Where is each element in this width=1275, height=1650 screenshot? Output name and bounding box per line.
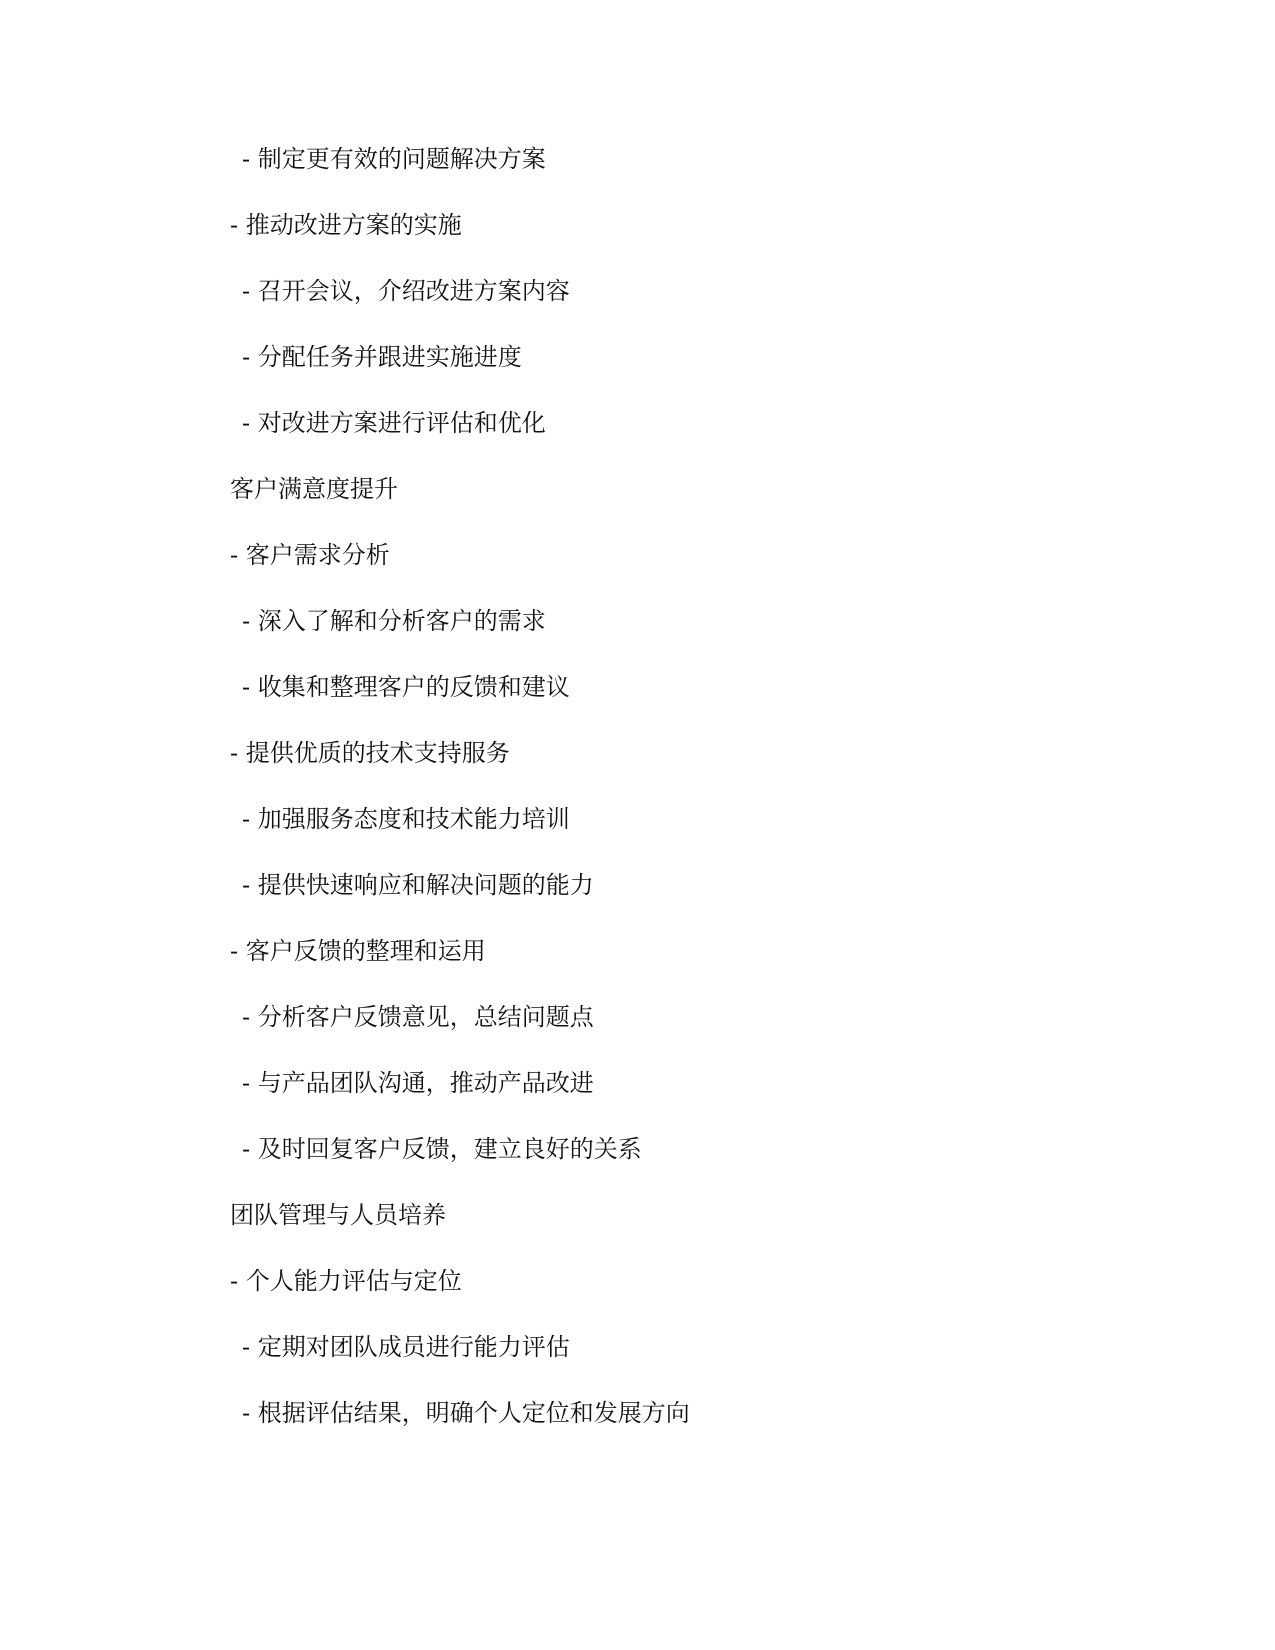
sub-list-item: - 加强服务态度和技术能力培训 xyxy=(242,805,570,833)
sub-list-item: - 制定更有效的问题解决方案 xyxy=(242,145,546,173)
sub-list-item: - 召开会议，介绍改进方案内容 xyxy=(242,277,570,305)
sub-list-item: - 及时回复客户反馈，建立良好的关系 xyxy=(242,1135,642,1163)
sub-list-item: - 分析客户反馈意见，总结问题点 xyxy=(242,1003,594,1031)
sub-list-item: - 与产品团队沟通，推动产品改进 xyxy=(242,1069,594,1097)
document-body xyxy=(230,143,1130,1463)
sub-list-item: - 根据评估结果，明确个人定位和发展方向 xyxy=(242,1399,690,1427)
section-heading: 团队管理与人员培养 xyxy=(230,1201,446,1229)
sub-list-item: - 收集和整理客户的反馈和建议 xyxy=(242,673,570,701)
list-item: - 个人能力评估与定位 xyxy=(230,1267,462,1295)
sub-list-item: - 深入了解和分析客户的需求 xyxy=(242,607,546,635)
list-item: - 推动改进方案的实施 xyxy=(230,211,462,239)
sub-list-item: - 分配任务并跟进实施进度 xyxy=(242,343,522,371)
section-heading: 客户满意度提升 xyxy=(230,475,398,503)
sub-list-item: - 提供快速响应和解决问题的能力 xyxy=(242,871,594,899)
list-item: - 提供优质的技术支持服务 xyxy=(230,739,510,767)
list-item: - 客户需求分析 xyxy=(230,541,390,569)
sub-list-item: - 定期对团队成员进行能力评估 xyxy=(242,1333,570,1361)
list-item: - 客户反馈的整理和运用 xyxy=(230,937,486,965)
sub-list-item: - 对改进方案进行评估和优化 xyxy=(242,409,546,437)
